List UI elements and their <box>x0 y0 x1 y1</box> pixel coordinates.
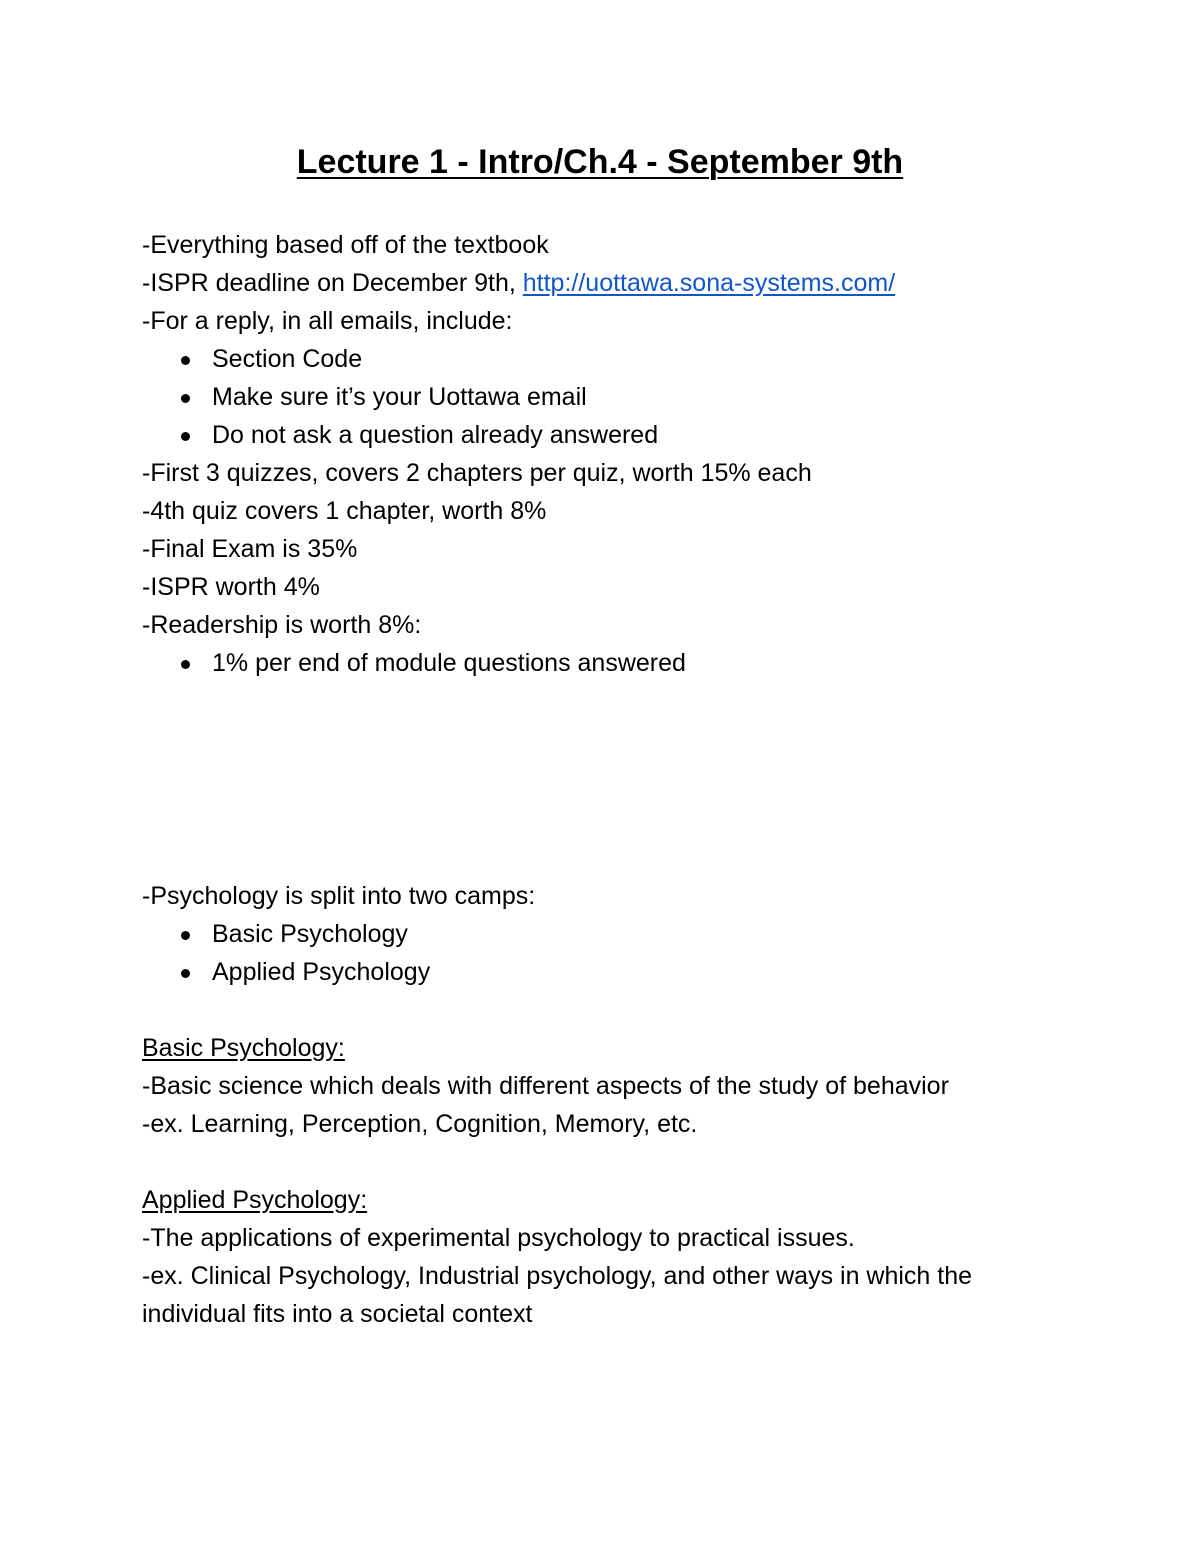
basic-psychology-heading <box>142 1029 1082 1067</box>
text-line: -Final Exam is 35% <box>142 535 358 563</box>
list-item: Make sure it’s your Uottawa email <box>142 378 1082 416</box>
text-line: -ISPR worth 4% <box>142 573 320 601</box>
list-item: Section Code <box>142 340 1082 378</box>
sona-systems-link[interactable]: http://uottawa.sona-systems.com/ <box>522 269 896 297</box>
text-line: -ex. Clinical Psychology, Industrial psychology, and other ways in which the individual fits into a societal context <box>142 1262 973 1328</box>
text-line: -Readership is worth 8%: <box>142 611 422 639</box>
list-item: Applied Psychology <box>142 953 1082 991</box>
text-line: -For a reply, in all emails, include: <box>142 307 513 335</box>
text-line: -Basic science which deals with different aspects of the study of behavior <box>142 1072 949 1100</box>
text-line-prefix: -ISPR deadline on December 9th, <box>142 269 523 297</box>
text-line: -Everything based off of the textbook <box>142 231 549 259</box>
list-item: Do not ask a question already answered <box>142 416 1082 454</box>
heading-text: Applied Psychology: <box>142 1186 368 1214</box>
text-line <box>142 264 1082 302</box>
text-line: -ex. Learning, Perception, Cognition, Memory, etc. <box>142 1110 698 1138</box>
course-info-section <box>142 226 1082 682</box>
text-line: -4th quiz covers 1 chapter, worth 8% <box>142 497 547 525</box>
list-item: Basic Psychology <box>142 915 1082 953</box>
list-item: 1% per end of module questions answered <box>142 644 1082 682</box>
text-line: -The applications of experimental psychology to practical issues. <box>142 1224 855 1252</box>
page-title: Lecture 1 - Intro/Ch.4 - September 9th <box>296 143 904 181</box>
psychology-camps-section <box>142 877 1082 1333</box>
blank-line <box>142 1143 1082 1181</box>
applied-psychology-heading <box>142 1181 1082 1219</box>
heading-text: Basic Psychology: <box>142 1034 345 1062</box>
text-line: -First 3 quizzes, covers 2 chapters per quiz, worth 15% each <box>142 459 812 487</box>
blank-line <box>142 991 1082 1029</box>
text-line: -Psychology is split into two camps: <box>142 882 536 910</box>
